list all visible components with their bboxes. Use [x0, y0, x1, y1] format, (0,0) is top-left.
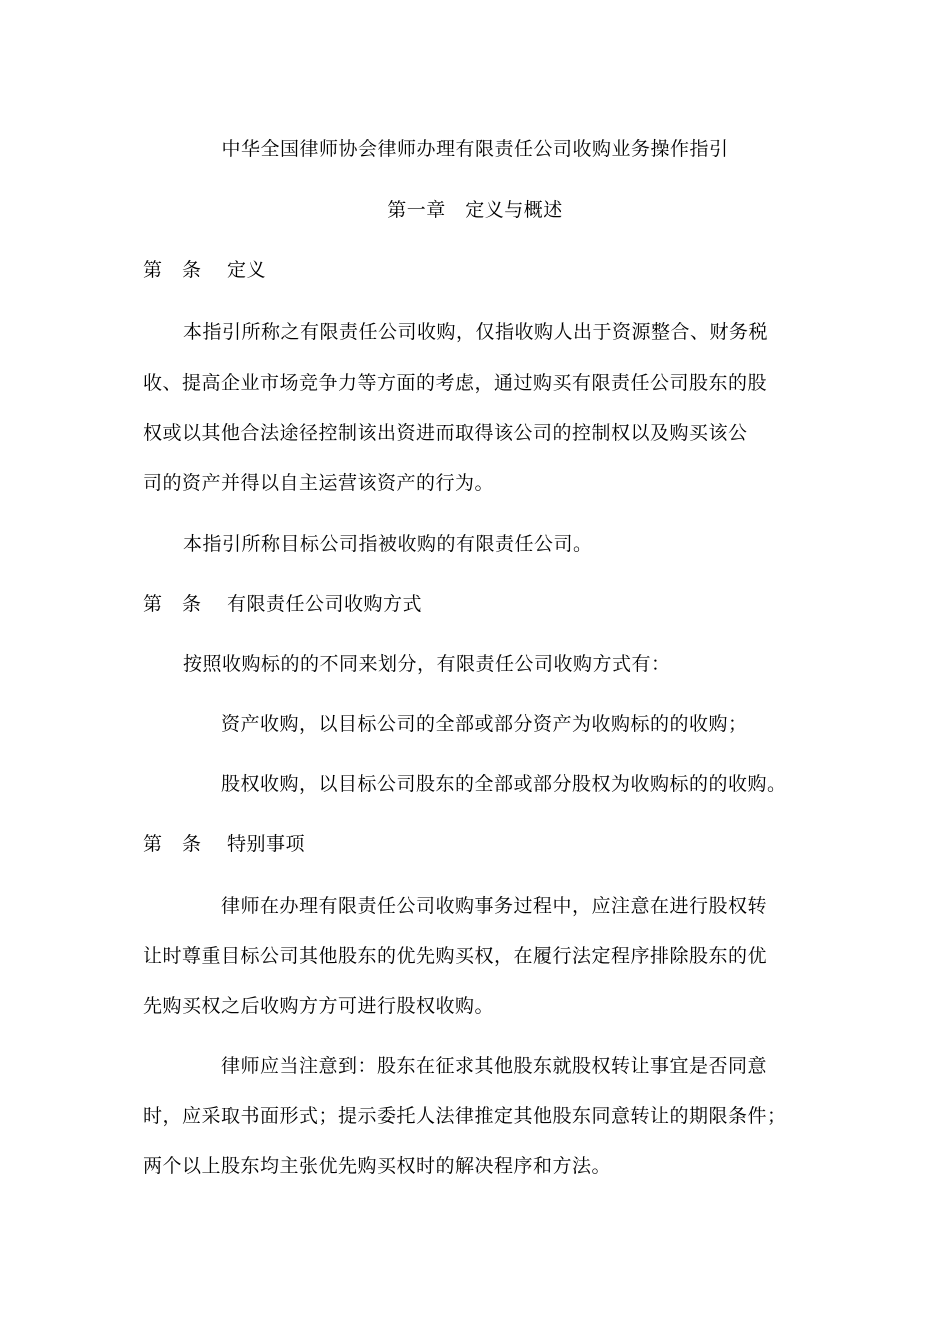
section-title: 特别事项 [227, 833, 306, 855]
paragraph-line: 先购买权之后收购方方可进行股权收购。 [143, 995, 495, 1017]
paragraph-line: 收、提高企业市场竞争力等方面的考虑，通过购买有限责任公司股东的股 [143, 372, 768, 394]
section-heading-definition [143, 259, 266, 281]
section-number: 第 条 [143, 833, 202, 855]
paragraph-line: 权或以其他合法途径控制该出资进而取得该公司的控制权以及购买该公 [143, 422, 748, 444]
paragraph-line: 律师应当注意到：股东在征求其他股东就股权转让事宜是否同意 [221, 1055, 768, 1077]
section-title: 定义 [227, 259, 267, 281]
section-number: 第 条 [143, 593, 202, 615]
paragraph-line: 司的资产并得以自主运营该资产的行为。 [143, 472, 495, 494]
paragraph-line: 时，应采取书面形式；提示委托人法律推定其他股东同意转让的期限条件； [143, 1105, 787, 1127]
paragraph-line: 两个以上股东均主张优先购买权时的解决程序和方法。 [143, 1155, 612, 1177]
paragraph-line: 律师在办理有限责任公司收购事务过程中，应注意在进行股权转 [221, 895, 768, 917]
paragraph-line: 本指引所称之有限责任公司收购，仅指收购人出于资源整合、财务税 [183, 321, 769, 343]
section-title: 有限责任公司收购方式 [227, 593, 423, 615]
document-title: 中华全国律师协会律师办理有限责任公司收购业务操作指引 [221, 138, 729, 160]
paragraph-line: 让时尊重目标公司其他股东的优先购买权，在履行法定程序排除股东的优 [143, 945, 768, 967]
list-item: 资产收购，以目标公司的全部或部分资产为收购标的的收购； [221, 713, 748, 735]
section-heading-special-matters [143, 833, 305, 855]
list-item: 股权收购，以目标公司股东的全部或部分股权为收购标的的收购。 [221, 773, 787, 795]
paragraph-line: 本指引所称目标公司指被收购的有限责任公司。 [183, 533, 593, 555]
paragraph-line: 按照收购标的的不同来划分，有限责任公司收购方式有： [183, 653, 671, 675]
section-heading-acquisition-methods [143, 593, 422, 615]
chapter-title: 第一章 定义与概述 [387, 199, 563, 221]
section-number: 第 条 [143, 259, 202, 281]
